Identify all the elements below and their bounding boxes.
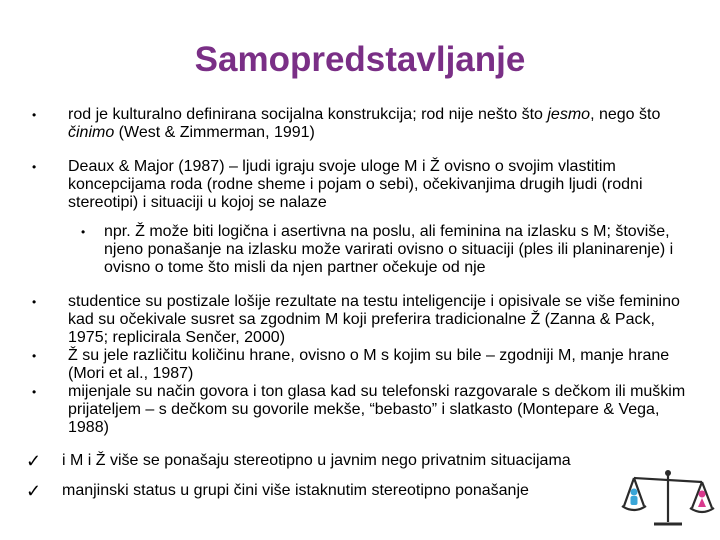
bullet-text-3: studentice su postizale lošije rezultate na testu inteligencije i opisivale se više feminino kad su očekivale susret sa zgodnim M koji preferira tradicionalne Ž (Zanna & Pack, 1975; replicirala Senčer, 2000) bbox=[68, 293, 680, 346]
check-text-1: i M i Ž više se ponašaju stereotipno u javnim nego privatnim situacijama bbox=[62, 452, 571, 469]
sub-bullet-item bbox=[75, 223, 696, 277]
bullet-marker: • bbox=[32, 385, 37, 399]
check-icon: ✓ bbox=[26, 451, 42, 471]
bullet-text-4: Ž su jele različitu količinu hrane, ovisno o M s kojim su bile – zgodniji M, manje hrane (Mori et al., 1987) bbox=[68, 347, 670, 382]
check-icon: ✓ bbox=[26, 481, 42, 501]
female-figure-icon bbox=[698, 491, 706, 508]
check-text-2: manjinski status u grupi čini više istaknutim stereotipno ponašanje bbox=[62, 482, 529, 499]
slide-title: Samopredstavljanje bbox=[194, 40, 526, 79]
balance-scale-icon bbox=[618, 468, 718, 530]
male-figure-icon bbox=[631, 489, 638, 506]
bullet-text-1: rod je kulturalno definirana socijalna konstrukcija; rod nije nešto što jesmo, nego što činimo (West & Zimmerman, 1991) bbox=[68, 106, 661, 141]
bullet-item-4 bbox=[26, 347, 696, 383]
bullet-text-5: mijenjale su način govora i ton glasa kad su telefonski razgovarale s dečkom ili muškim prijateljem – s dečkom su govorile mekše, “bebasto” i slatkasto (Montepare & Vega, 1988) bbox=[68, 383, 686, 436]
bullet-marker: • bbox=[32, 349, 37, 363]
bullet-marker: • bbox=[81, 225, 86, 239]
bullet-text-2: Deaux & Major (1987) – ljudi igraju svoje uloge M i Ž ovisno o svojim vlastitim koncepcijama roda (rodne sheme i pojam o sebi), očekivanjima drugih ljudi (rodni stereotipi) i situaciji u kojoj se nalaze bbox=[68, 158, 643, 211]
bullet-item-5 bbox=[26, 383, 696, 437]
slide-content bbox=[26, 106, 696, 500]
bullet-marker: • bbox=[32, 108, 37, 122]
bullet-marker: • bbox=[32, 160, 37, 174]
sub-bullet-text: npr. Ž može biti logična i asertivna na poslu, ali feminina na izlasku s M; štoviše, njeno ponašanje na izlasku može varirati ovisno o situaciji (ples ili planinarenje) i ovisno o tome što misli da njen partner očekuje od nje bbox=[104, 223, 674, 276]
bullet-marker: • bbox=[32, 295, 37, 309]
bullet-item-3 bbox=[26, 293, 696, 347]
scale-knob bbox=[665, 470, 671, 476]
bullet-item-1 bbox=[26, 106, 696, 142]
check-item-1 bbox=[26, 452, 696, 470]
bullet-item-2 bbox=[26, 158, 696, 212]
check-item-2 bbox=[26, 482, 696, 500]
